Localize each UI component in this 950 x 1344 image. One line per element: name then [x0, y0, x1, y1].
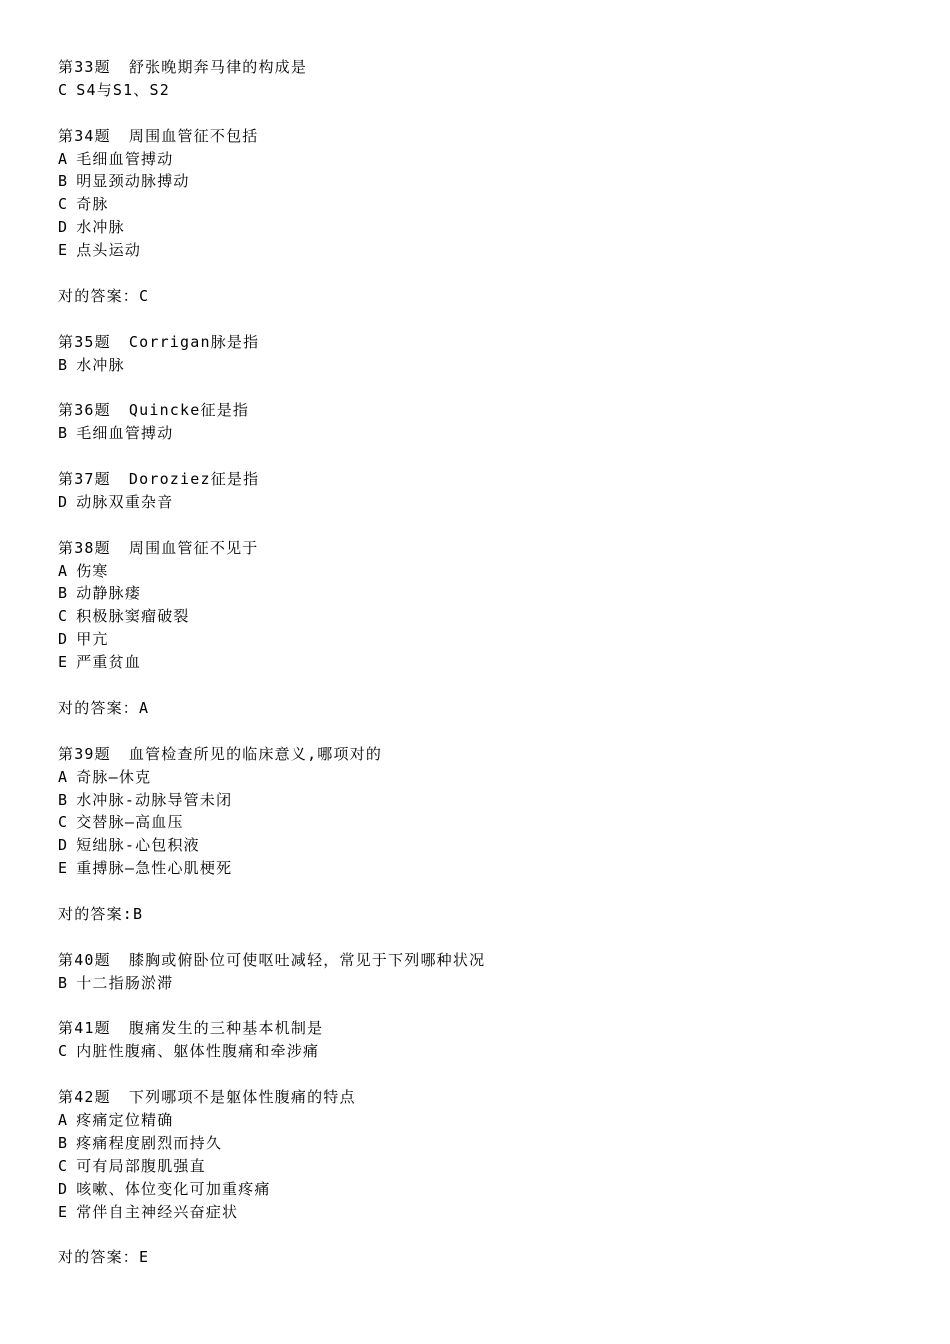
answer-option	[58, 1155, 918, 1178]
option-letter: B	[58, 973, 69, 992]
option-letter: C	[58, 1042, 69, 1061]
question-block	[58, 56, 918, 102]
question-stem-line	[58, 743, 918, 766]
answer-option	[58, 1040, 918, 1063]
answer-option	[58, 239, 918, 262]
option-letter: D	[58, 836, 69, 855]
option-letter: B	[58, 790, 69, 809]
correct-answer: 对的答案：A	[58, 698, 150, 717]
option-text: 疼痛程度剧烈而持久	[76, 1133, 223, 1152]
option-letter: D	[58, 492, 69, 511]
question-block	[58, 743, 918, 926]
option-text: 伤寒	[76, 561, 109, 580]
question-stem: 下列哪项不是躯体性腹痛的特点	[128, 1088, 356, 1107]
option-text: 奇脉	[76, 195, 109, 214]
answer-option	[58, 491, 918, 514]
option-text: 点头运动	[76, 241, 142, 260]
correct-answer: 对的答案：C	[58, 286, 150, 305]
correct-answer: 对的答案:B	[58, 904, 144, 923]
answer-option	[58, 148, 918, 171]
option-text: 水冲脉	[76, 218, 125, 237]
question-number: 第34题	[58, 126, 111, 145]
answer-option	[58, 857, 918, 880]
spacer	[58, 880, 918, 903]
question-number: 第38题	[58, 538, 111, 557]
option-letter: D	[58, 630, 69, 649]
spacer	[58, 926, 918, 949]
option-letter: A	[58, 767, 69, 786]
option-text: 动脉双重杂音	[76, 492, 174, 511]
spacer	[58, 674, 918, 697]
option-letter: D	[58, 218, 69, 237]
answer-option	[58, 193, 918, 216]
question-stem-line	[58, 1086, 918, 1109]
question-block	[58, 468, 918, 514]
spacer	[58, 376, 918, 399]
option-letter: E	[58, 859, 69, 878]
question-stem-line	[58, 331, 918, 354]
option-letter: B	[58, 424, 69, 443]
option-text: S4与S1、S2	[76, 80, 171, 99]
spacer	[58, 995, 918, 1018]
question-stem: 舒张晚期奔马律的构成是	[128, 58, 308, 76]
document-page	[58, 56, 918, 1269]
question-block	[58, 331, 918, 377]
option-text: 明显颈动脉搏动	[76, 172, 190, 191]
question-number: 第42题	[58, 1088, 111, 1107]
question-number: 第41题	[58, 1019, 111, 1038]
option-text: 毛细血管搏动	[76, 424, 174, 443]
answer-option	[58, 972, 918, 995]
spacer	[58, 308, 918, 331]
option-letter: C	[58, 813, 69, 832]
option-text: 甲亢	[76, 630, 109, 649]
option-text: 咳嗽、体位变化可加重疼痛	[76, 1179, 271, 1198]
question-stem: 腹痛发生的三种基本机制是	[128, 1019, 324, 1038]
question-block	[58, 1086, 918, 1269]
question-number: 第40题	[58, 950, 111, 969]
answer-option	[58, 1178, 918, 1201]
spacer	[58, 1063, 918, 1086]
answer-option	[58, 560, 918, 583]
option-text: 严重贫血	[76, 653, 142, 672]
question-number: 第36题	[58, 401, 111, 420]
spacer	[58, 262, 918, 285]
question-block	[58, 1017, 918, 1063]
option-letter: C	[58, 195, 69, 214]
option-letter: C	[58, 607, 69, 626]
option-letter: B	[58, 355, 69, 374]
answer-option	[58, 834, 918, 857]
option-letter: C	[58, 80, 69, 99]
option-letter: A	[58, 561, 69, 580]
question-stem-line	[58, 56, 918, 79]
option-text: 奇脉—休克	[76, 767, 152, 786]
question-block	[58, 125, 918, 308]
question-stem-line	[58, 399, 918, 422]
option-letter: B	[58, 172, 69, 191]
question-stem: Corrigan脉是指	[128, 332, 260, 351]
option-letter: B	[58, 1133, 69, 1152]
option-text: 疼痛定位精确	[76, 1110, 174, 1129]
option-letter: C	[58, 1156, 69, 1175]
option-letter: A	[58, 149, 69, 168]
option-letter: A	[58, 1110, 69, 1129]
option-text: 短绌脉-心包积液	[76, 836, 200, 855]
option-letter: E	[58, 653, 69, 672]
option-letter: D	[58, 1179, 69, 1198]
answer-option	[58, 582, 918, 605]
question-number: 第37题	[58, 470, 111, 489]
option-text: 毛细血管搏动	[76, 149, 174, 168]
option-text: 动静脉瘘	[76, 584, 142, 603]
answer-option	[58, 605, 918, 628]
question-stem-line	[58, 537, 918, 560]
option-letter: B	[58, 584, 69, 603]
question-number: 第33题	[58, 58, 111, 76]
answer-option	[58, 422, 918, 445]
answer-option	[58, 1109, 918, 1132]
question-stem: 周围血管征不包括	[128, 126, 259, 145]
option-text: 水冲脉	[76, 355, 125, 374]
answer-option	[58, 766, 918, 789]
option-text: 交替脉—高血压	[76, 813, 184, 832]
question-block	[58, 949, 918, 995]
answer-option	[58, 354, 918, 377]
spacer	[58, 1223, 918, 1246]
question-stem-line	[58, 949, 918, 972]
answer-option	[58, 216, 918, 239]
correct-answer: 对的答案：E	[58, 1248, 150, 1267]
question-stem: 周围血管征不见于	[128, 538, 259, 557]
spacer	[58, 102, 918, 125]
question-number: 第35题	[58, 332, 111, 351]
option-text: 十二指肠淤滞	[76, 973, 174, 992]
question-stem-line	[58, 468, 918, 491]
question-stem: 膝胸或俯卧位可使呕吐减轻，常见于下列哪种状况	[128, 950, 486, 969]
spacer	[58, 720, 918, 743]
answer-option	[58, 1201, 918, 1224]
question-number: 第39题	[58, 744, 111, 763]
question-stem-line	[58, 1017, 918, 1040]
answer-option	[58, 79, 918, 102]
spacer	[58, 514, 918, 537]
option-text: 重搏脉—急性心肌梗死	[76, 859, 233, 878]
question-stem: Doroziez征是指	[128, 470, 260, 489]
answer-option	[58, 651, 918, 674]
question-stem-line	[58, 125, 918, 148]
question-stem: Quincke征是指	[128, 401, 250, 420]
spacer	[58, 445, 918, 468]
answer-option	[58, 811, 918, 834]
question-block	[58, 399, 918, 445]
answer-option	[58, 170, 918, 193]
option-text: 常伴自主神经兴奋症状	[76, 1202, 239, 1221]
answer-option	[58, 628, 918, 651]
option-text: 内脏性腹痛、躯体性腹痛和牵涉痛	[76, 1042, 320, 1061]
option-letter: E	[58, 1202, 69, 1221]
option-text: 可有局部腹肌强直	[76, 1156, 206, 1175]
option-text: 水冲脉-动脉导管未闭	[76, 790, 233, 809]
option-letter: E	[58, 241, 69, 260]
answer-option	[58, 789, 918, 812]
question-stem: 血管检查所见的临床意义,哪项对的	[128, 744, 383, 763]
option-text: 积极脉窦瘤破裂	[76, 607, 190, 626]
question-block	[58, 537, 918, 720]
answer-option	[58, 1132, 918, 1155]
